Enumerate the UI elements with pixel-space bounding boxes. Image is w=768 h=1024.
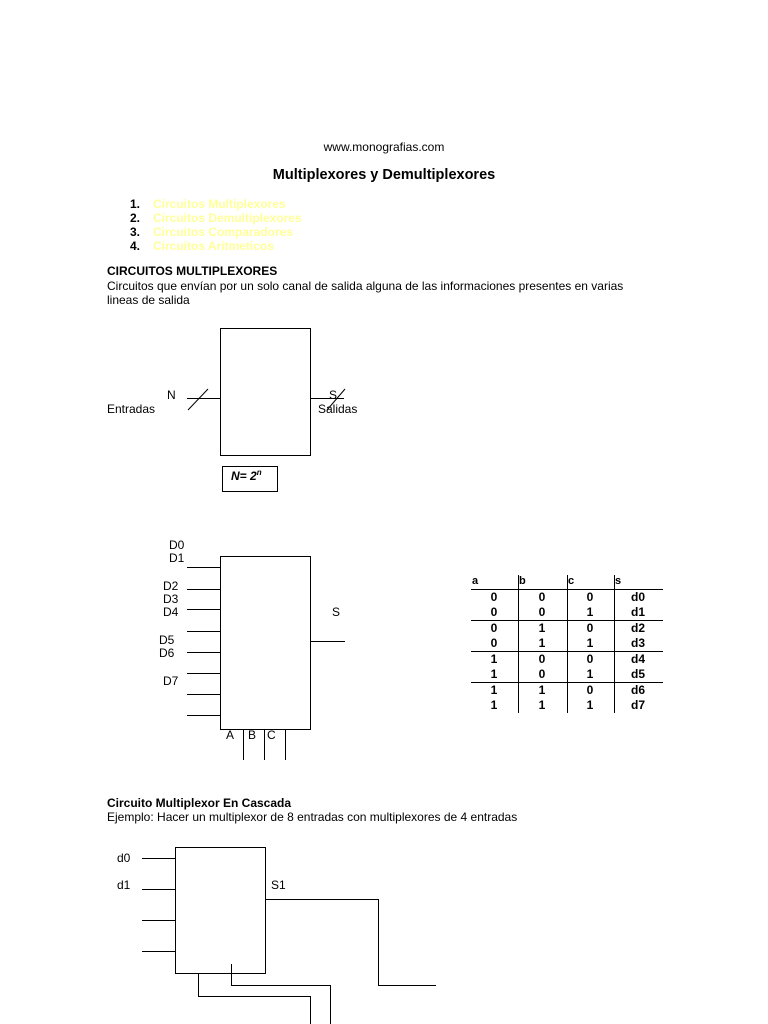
table-header: s [615,575,622,587]
select-label-c: C [267,728,276,742]
website-url: www.monografias.com [323,140,445,154]
input-label-d2: D2 [163,579,179,593]
table-cell: d3 [630,636,645,650]
table-cell: 1 [490,667,498,681]
toc-link-demultiplexores[interactable]: Circuitos Demultiplexores [153,211,302,225]
table-cell: d0 [630,590,645,604]
input-label-d3: D3 [163,592,179,606]
table-cell: 0 [586,590,594,604]
section-text: Circuitos que envían por un solo canal de salida alguna de las informaciones presentes en varias [107,279,624,293]
table-cell: 0 [490,621,498,635]
table-header: a [472,575,479,587]
table-cell: 1 [586,605,594,619]
output-label-s: S [332,605,341,619]
select-label-b: B [248,728,257,742]
table-cell: 0 [538,590,546,604]
table-cell: 1 [490,683,498,697]
formula-exponent: n [256,468,262,477]
table-cell: 1 [538,621,546,635]
toc-number: 4. [130,239,141,253]
toc-number: 2. [130,211,141,225]
formula-label [231,468,262,483]
table-cell: 1 [586,636,594,650]
input-label-d0: D0 [169,538,185,552]
table-cell: 0 [586,683,594,697]
page-title: Multiplexores y Demultiplexores [272,167,496,183]
table-cell: 0 [490,636,498,650]
toc-link-multiplexores[interactable]: Circuitos Multiplexores [153,197,286,211]
table-cell: 0 [586,652,594,666]
n-label: N [167,388,176,402]
table-cell: 0 [538,667,546,681]
mux8-block [221,557,311,730]
input-label-d4: D4 [163,605,179,619]
table-cell: 1 [538,683,546,697]
salidas-label: Salidas [318,402,358,416]
table-header: b [519,575,526,587]
toc-number: 1. [130,197,141,211]
table-cell: 0 [490,605,498,619]
table-cell: d7 [630,698,645,712]
input-label-d1: d1 [117,878,131,892]
table-cell: 0 [586,621,594,635]
table-cell: 1 [538,636,546,650]
table-cell: d1 [630,605,645,619]
section-text: Ejemplo: Hacer un multiplexor de 8 entradas con multiplexores de 4 entradas [107,810,518,824]
table-cell: d2 [630,621,645,635]
mux-block [221,329,311,456]
s-label: S [329,388,338,402]
section-text: lineas de salida [107,293,190,307]
toc-link-comparadores[interactable]: Circuitos Comparadores [153,225,294,239]
formula-text: N= 2 [231,469,257,483]
table-cell: 1 [586,667,594,681]
table-cell: d6 [630,683,645,697]
table-cell: 0 [490,590,498,604]
toc-number: 3. [130,225,141,239]
table-cell: 0 [538,605,546,619]
table-cell: 0 [538,652,546,666]
input-label-d5: D5 [159,633,175,647]
entradas-label: Entradas [107,402,156,416]
table-header: c [568,575,575,587]
table-cell: 1 [538,698,546,712]
mux4-block [176,848,266,974]
table-cell: d4 [630,652,645,666]
input-label-d1: D1 [169,551,185,565]
input-label-d6: D6 [159,646,175,660]
table-cell: 1 [586,698,594,712]
table-cell: 1 [490,652,498,666]
table-cell: 1 [490,698,498,712]
table-cell: d5 [630,667,645,681]
select-label-a: A [226,728,235,742]
input-label-d0: d0 [117,851,131,865]
section-heading: Circuito Multiplexor En Cascada [107,796,292,810]
output-label-s1: S1 [271,878,286,892]
input-label-d7: D7 [163,674,179,688]
toc-link-aritmeticos[interactable]: Circuitos Aritmeticos [153,239,274,253]
section-heading: CIRCUITOS MULTIPLEXORES [107,264,278,278]
